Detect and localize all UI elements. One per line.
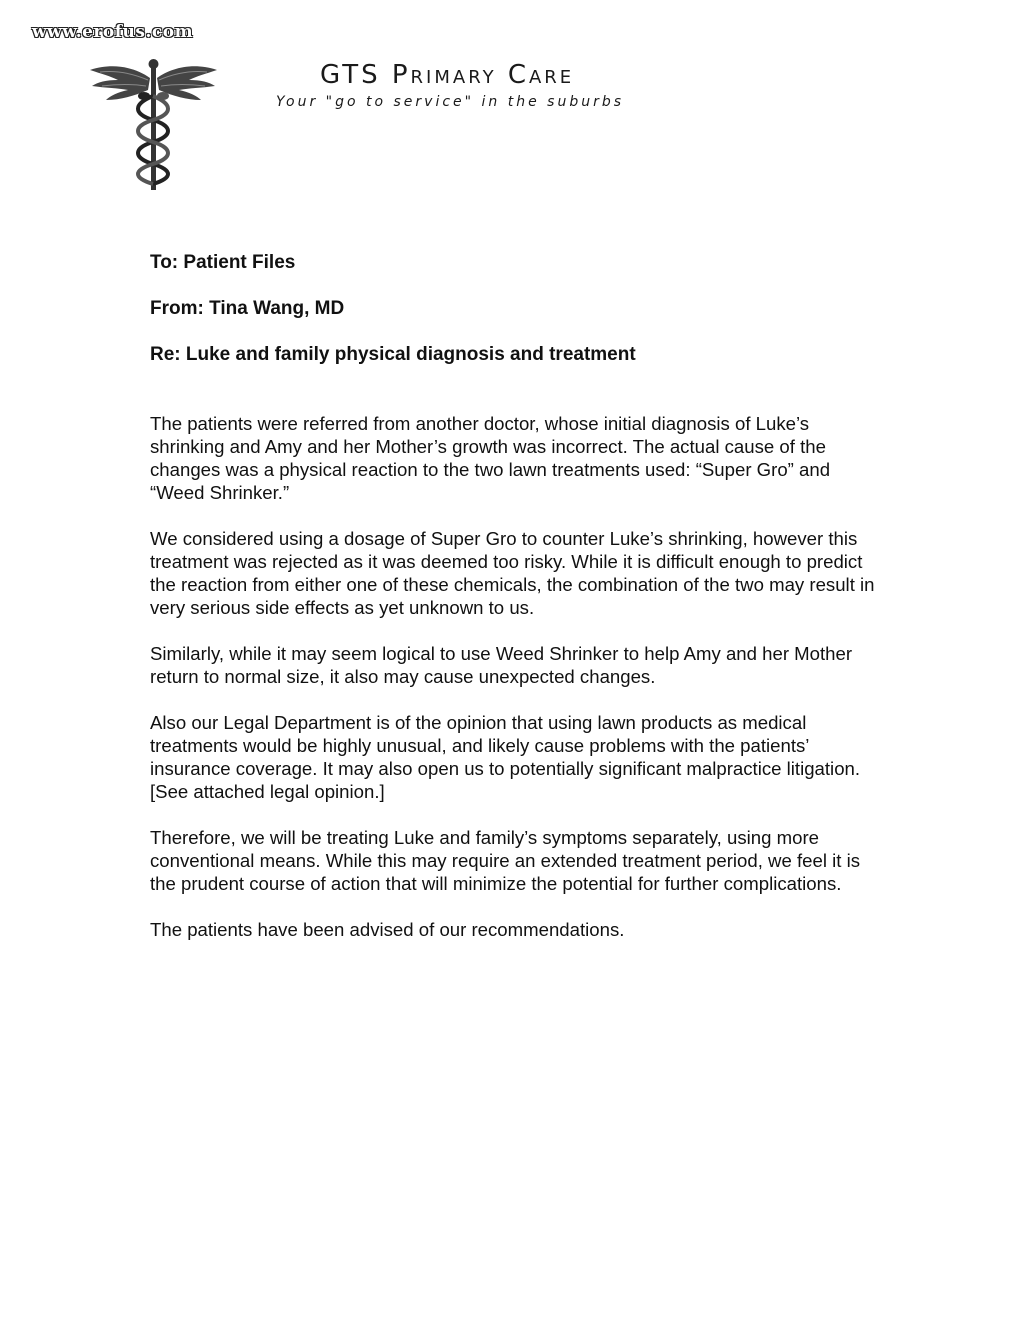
memo-body (150, 412, 875, 964)
body-paragraph: The patients were referred from another doctor, whose initial diagnosis of Luke’s shrinking and Amy and her Mother’s growth was incorrect. The actual cause of the changes was a physical reaction to the two lawn treatments used: “Super Gro” and “Weed Shrinker.” (150, 413, 831, 503)
body-paragraph: The patients have been advised of our recommendations. (150, 919, 625, 940)
memo-from: From: Tina Wang, MD (150, 298, 345, 319)
memo-header (150, 252, 880, 390)
memo-to: To: Patient Files (150, 252, 296, 273)
body-paragraph: Similarly, while it may seem logical to use Weed Shrinker to help Amy and her Mother return to normal size, it also may cause unexpected changes. (150, 643, 853, 687)
body-paragraph: Therefore, we will be treating Luke and family’s symptoms separately, using more conventional means. While this may require an extended treatment period, we feel it is the prudent course of action that will minimize the potential for further complications. (150, 827, 861, 894)
body-paragraph: Also our Legal Department is of the opinion that using lawn products as medical treatments would be highly unusual, and likely cause problems with the patients’ insurance coverage. It may also open us to potentially significant malpractice litigation. [See attached legal opinion.] (150, 712, 861, 802)
caduceus-icon (88, 56, 220, 196)
watermark-text: www.erofus.com (32, 22, 194, 42)
body-paragraph: We considered using a dosage of Super Gro to counter Luke’s shrinking, however this treatment was rejected as it was deemed too risky. While it is difficult enough to predict the reaction from either one of these chemicals, the combination of the two may result in very serious side effects as yet unknown to us. (150, 528, 875, 618)
brand-title: GTS Primary Care (320, 60, 575, 90)
memo-subject: Re: Luke and family physical diagnosis and treatment (150, 344, 636, 365)
brand-tagline: Your "go to service" in the suburbs (276, 94, 625, 110)
